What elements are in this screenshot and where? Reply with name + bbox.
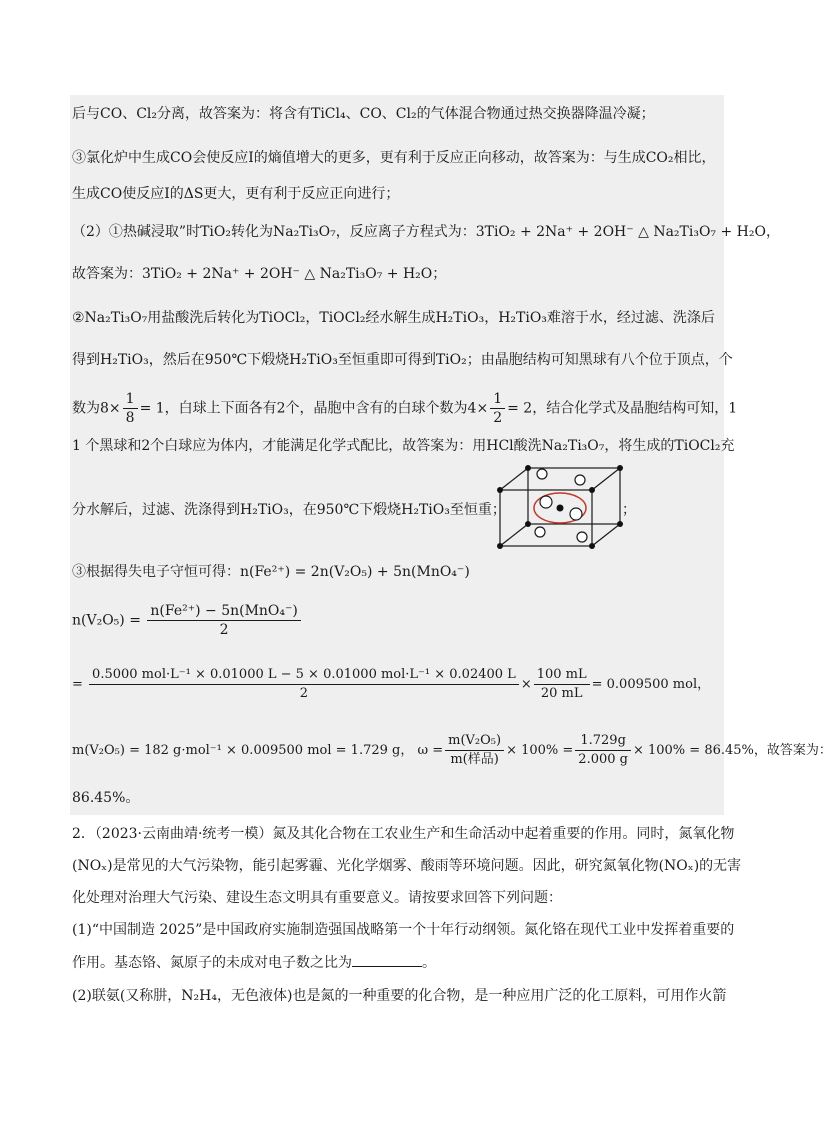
crystal-structure-figure bbox=[492, 462, 632, 550]
question-2-part-1-line-2 bbox=[72, 952, 726, 973]
fraction-one-half bbox=[490, 390, 505, 427]
equation-3 bbox=[72, 732, 832, 772]
question-2-part-2-line-1: (2)联氨(又称肼，N₂H₄，无色液体)也是氮的一种重要的化合物，是一种应用广泛的化工原料，可用作火箭 bbox=[72, 988, 727, 1004]
eq3-den1: m(样品) bbox=[450, 752, 499, 767]
question-2-part-1-line-1: (1)“中国制造 2025”是中国政府实施制造强国战略第一个十年行动纲领。氮化铬在现代工业中发挥着重要的 bbox=[72, 922, 735, 938]
white-ball-inner-right bbox=[570, 508, 582, 520]
eq3-num1: m(V₂O₅) bbox=[445, 732, 504, 751]
white-ball-inner-left bbox=[540, 496, 552, 508]
line8-mid: = 1，白球上下面各有2个，晶胞中含有的白球个数为4× bbox=[139, 400, 489, 417]
solution-line-5: 故答案为：3TiO₂ + 2Na⁺ + 2OH⁻ △ Na₂Ti₃O₇ + H₂O； bbox=[72, 266, 447, 282]
eq1-num: n(Fe²⁺) − 5n(MnO₄⁻) bbox=[147, 602, 301, 621]
eq2-num: 0.5000 mol·L⁻¹ × 0.01000 L − 5 × 0.01000 mol·L⁻¹ × 0.02400 L bbox=[89, 666, 519, 685]
frac1-den: 8 bbox=[125, 410, 135, 426]
solution-line-8 bbox=[72, 390, 738, 427]
eq2-result: = 0.009500 mol， bbox=[591, 677, 711, 692]
eq3-fraction-2 bbox=[575, 732, 631, 769]
frac2-num: 1 bbox=[490, 390, 505, 409]
line8-pre: 数为8× bbox=[72, 400, 121, 417]
line8-post: = 2，结合化学式及晶胞结构可知，1 bbox=[507, 400, 738, 417]
solution-line-10: 分水解后，过滤、洗涤得到H₂TiO₃，在950℃下煅烧H₂TiO₃至恒重； bbox=[72, 502, 506, 518]
solution-line-final: 86.45%。 bbox=[72, 790, 140, 806]
solution-line-11: ③根据得失电子守恒可得：n(Fe²⁺) = 2n(V₂O₅) + 5n(MnO₄⁻) bbox=[72, 564, 470, 580]
solution-line-2: ③氯化炉中生成CO会使反应Ⅰ的熵值增大的更多，更有利于反应正向移动，故答案为：与生成CO₂相比， bbox=[72, 150, 716, 166]
eq3-fraction-1 bbox=[445, 732, 504, 769]
p1-line2-post: 。 bbox=[422, 955, 436, 971]
eq3-den2: 2.000 g bbox=[578, 752, 628, 767]
question-2-line-2: (NOₓ)是常见的大气污染物，能引起雾霾、光化学烟雾、酸雨等环境问题。因此，研究氮氧化物(NOₓ)的无害 bbox=[72, 858, 742, 874]
eq2-prefix: = bbox=[72, 677, 83, 692]
eq2-den2: 20 mL bbox=[540, 686, 583, 701]
solution-line-3: 生成CO使反应Ⅰ的ΔS更大，更有利于反应正向进行； bbox=[72, 186, 400, 202]
frac2-den: 2 bbox=[493, 410, 503, 426]
eq2-times: × bbox=[520, 677, 532, 692]
eq2-num2: 100 mL bbox=[534, 666, 590, 685]
frac1-num: 1 bbox=[123, 390, 138, 409]
figure-semicolon: ； bbox=[622, 502, 636, 518]
body-center-black-ball bbox=[557, 505, 564, 512]
eq2-fraction bbox=[89, 666, 519, 703]
eq3-part1: m(V₂O₅) = 182 g·mol⁻¹ × 0.009500 mol = 1.729 g， bbox=[72, 743, 414, 758]
solution-line-6: ②Na₂Ti₃O₇用盐酸洗后转化为TiOCl₂，TiOCl₂经水解生成H₂TiO₃，H₂TiO₃难溶于水，经过滤、洗涤后 bbox=[72, 310, 715, 326]
question-2-line-3: 化处理对治理大气污染、建设生态文明具有重要意义。请按要求回答下列问题： bbox=[72, 890, 562, 906]
equation-1 bbox=[72, 602, 726, 642]
solution-line-4: （2）①热碱浸取”时TiO₂转化为Na₂Ti₃O₇，反应离子方程式为：3TiO₂ + 2Na⁺ + 2OH⁻ △ Na₂Ti₃O₇ + H₂O， bbox=[72, 224, 780, 240]
question-2-header: 2．（2023·云南曲靖·统考一模）氮及其化合物在工农业生产和生命活动中起着重要的作用。同时，氮氧化物 bbox=[72, 826, 735, 842]
solution-line-9: 1 个黑球和2个白球应为体内，才能满足化学式配比，故答案为：用HCl酸洗Na₂Ti₃O₇，将生成的TiOCl₂充 bbox=[72, 438, 735, 454]
eq1-lhs: n(V₂O₅) = bbox=[72, 612, 141, 629]
eq3-tail: × 100% = 86.45%，故答案为： bbox=[632, 743, 832, 758]
solution-line-7: 得到H₂TiO₃，然后在950℃下煅烧H₂TiO₃至恒重即可得到TiO₂；由晶胞结构可知黑球有八个位于顶点，个 bbox=[72, 352, 733, 368]
eq1-fraction bbox=[147, 602, 301, 639]
equation-2 bbox=[72, 666, 726, 706]
fraction-one-eighth bbox=[123, 390, 138, 427]
eq2-volume-fraction bbox=[534, 666, 590, 703]
eq1-den: 2 bbox=[219, 622, 229, 638]
eq3-mid: × 100% = bbox=[506, 743, 574, 758]
answer-blank[interactable] bbox=[352, 952, 422, 967]
eq3-omega: ω = bbox=[417, 743, 444, 758]
solution-line-1: 后与CO、Cl₂分离，故答案为：将含有TiCl₄、CO、Cl₂的气体混合物通过热交换器降温冷凝； bbox=[72, 106, 655, 122]
eq3-num2: 1.729g bbox=[575, 732, 631, 751]
p1-line2-pre: 作用。基态铬、氮原子的未成对电子数之比为 bbox=[72, 955, 352, 971]
eq2-den: 2 bbox=[299, 686, 309, 701]
